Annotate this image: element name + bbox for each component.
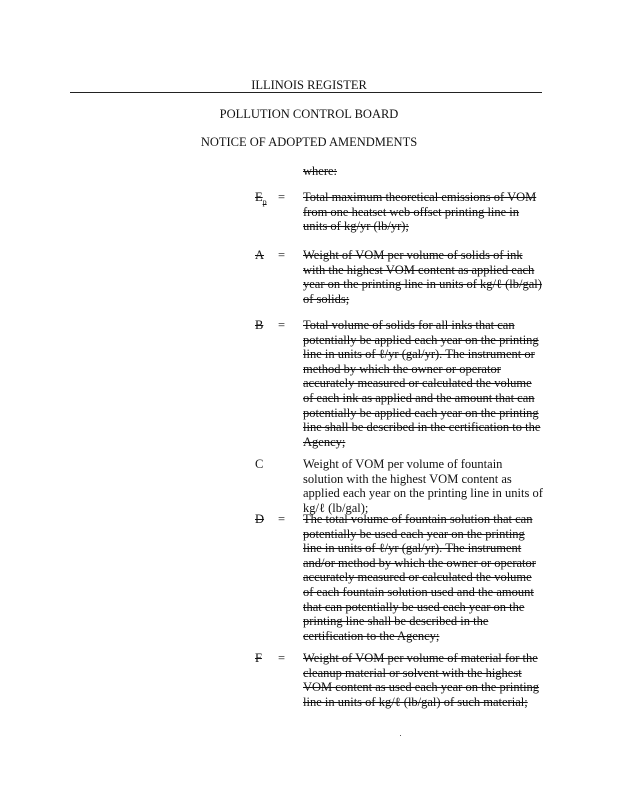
definition-equals: = <box>278 318 286 332</box>
board-title: POLLUTION CONTROL BOARD <box>219 107 399 121</box>
definition-symbol: C <box>255 457 264 471</box>
definition-equals: = <box>278 651 286 665</box>
definition-text: Weight of VOM per volume of fountain solution with the highest VOM content as applied each year on the printing line in units of kg/ℓ (lb/gal); <box>303 457 543 515</box>
definition-text: Weight of VOM per volume of solids of ink with the highest VOM content as applied each year on the printing line in units of kg/ℓ (lb/gal) of solids; <box>303 248 542 306</box>
definition-text: Weight of VOM per volume of material for the cleanup material or solvent with the highest VOM content as used each year on the printing line in units of kg/ℓ (lb/gal) of such material; <box>303 651 540 709</box>
page-speck <box>400 735 401 736</box>
notice-title: NOTICE OF ADOPTED AMENDMENTS <box>200 135 418 149</box>
register-header: ILLINOIS REGISTER <box>251 78 367 92</box>
definition-equals: = <box>278 248 286 262</box>
definition-text: The total volume of fountain solution that can potentially be used each year on the printing line in units of ℓ/yr (gal/yr). The instrument and/or method by which the owner or operator accurately measured or calculated the volume of each fountain solution used and the amount that can potentially be used each year on the printing line shall be described in the certification to the Agency; <box>303 512 536 643</box>
definition-equals: = <box>278 512 286 526</box>
definition-symbol: F <box>255 651 262 665</box>
definition-symbol: A <box>255 248 265 262</box>
definition-text: Total maximum theoretical emissions of VOM from one heatset web offset printing line in units of kg/yr (lb/yr); <box>303 190 537 234</box>
definition-symbol: $E_p$ <box>255 190 267 207</box>
definition-text: Total volume of solids for all inks that can potentially be applied each year on the printing line in units of ℓ/yr (gal/yr). The instrument or method by which the owner or operator accurately measured or calculated the volume of each ink as applied and the amount that can potentially be applied each year on the printing line shall be described in the certification to the Agency; <box>303 318 541 449</box>
where-label: where: <box>303 164 338 178</box>
header-rule <box>70 92 542 93</box>
definition-symbol: D <box>255 512 265 526</box>
definition-equals: = <box>278 190 286 204</box>
definition-symbol: B <box>255 318 264 332</box>
